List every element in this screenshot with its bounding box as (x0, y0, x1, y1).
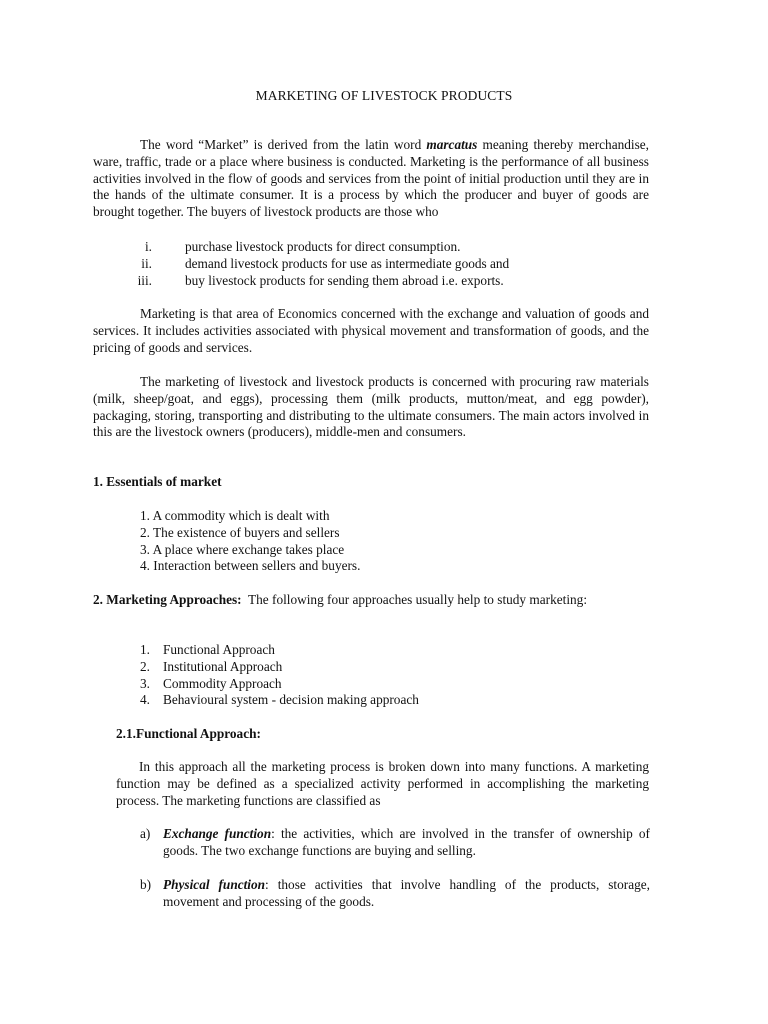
function-item-label: a) (140, 826, 151, 841)
list-item-text: Functional Approach (163, 642, 275, 657)
essentials-list (140, 508, 360, 575)
approaches-lead: The following four approaches usually help to study marketing: (241, 592, 588, 607)
approaches-list (140, 642, 540, 709)
function-item-text: : those activities that involve handling of the products, storage, movement and processing of the goods. (163, 877, 650, 909)
list-item (130, 273, 650, 290)
approaches-paragraph (93, 592, 649, 609)
list-item (140, 692, 540, 709)
function-item-text: : the activities, which are involved in the transfer of ownership of goods. The two exchange functions are buying and selling. (163, 826, 650, 858)
functional-approach-paragraph: In this approach all the marketing process is broken down into many functions. A marketing function may be defined as a specialized activity performed in accomplishing the marketing process. The marketing functions are classified as (116, 759, 649, 808)
list-item-text: buy livestock products for sending them abroad i.e. exports. (185, 272, 504, 288)
list-item-text: Behavioural system - decision making approach (163, 692, 419, 708)
livestock-marketing-paragraph: The marketing of livestock and livestock products is concerned with procuring raw materials (milk, sheep/goat, and eggs), processing them (milk products, mutton/meat, and egg powder), packaging, storing, transporting and distributing to the ultimate consumers. The main actors involved in this are the livestock owners (producers), middle-men and consumers. (93, 374, 649, 440)
intro-text-start: The word “Market” is derived from the latin word (140, 137, 427, 152)
list-item-number: 4. (140, 692, 150, 708)
list-item-number: 3. (140, 675, 150, 691)
list-item-number: ii. (141, 255, 152, 271)
list-item (140, 659, 540, 676)
list-item: 3. A place where exchange takes place (140, 541, 345, 557)
buyers-list (130, 239, 650, 289)
function-item-physical (140, 877, 650, 911)
function-item-label: b) (140, 877, 152, 892)
function-item-term: Physical function (163, 877, 266, 892)
functional-approach-heading: 2.1.Functional Approach: (116, 726, 261, 741)
function-item-term: Exchange function (163, 826, 272, 841)
function-item-body (163, 877, 650, 911)
list-item: 1. A commodity which is dealt with (140, 508, 330, 523)
list-item-number: 1. (140, 642, 150, 657)
approaches-heading: 2. Marketing Approaches: (93, 592, 242, 607)
list-item: 2. The existence of buyers and sellers (140, 524, 340, 540)
list-item (140, 642, 540, 659)
essentials-heading: 1. Essentials of market (93, 474, 222, 489)
list-item: 4. Interaction between sellers and buyers. (140, 558, 361, 574)
list-item-text: purchase livestock products for direct consumption. (185, 239, 461, 254)
marketing-definition-paragraph: Marketing is that area of Economics concerned with the exchange and valuation of goods and services. It includes activities associated with physical movement and transformation of goods, and the pricing of goods and services. (93, 306, 649, 355)
list-item-text: Institutional Approach (163, 658, 283, 674)
intro-paragraph (93, 137, 649, 221)
term-marcatus: marcatus (426, 137, 478, 152)
function-item-exchange (140, 826, 650, 860)
list-item (130, 239, 650, 256)
list-item-number: i. (144, 239, 152, 254)
list-item (130, 256, 650, 273)
function-item-body (163, 826, 650, 860)
list-item-text: demand livestock products for use as intermediate goods and (185, 255, 510, 271)
list-item-number: iii. (137, 272, 152, 288)
page-title: MARKETING OF LIVESTOCK PRODUCTS (255, 88, 513, 103)
list-item (140, 676, 540, 693)
list-item-number: 2. (140, 658, 150, 674)
list-item-text: Commodity Approach (163, 675, 282, 691)
intro-text-end: meaning thereby merchandise, ware, traffic, trade or a place where business is conducted. Marketing is the performance of all business activities involved in the flow of goods and services from the point of initial production until they are in the hands of the ultimate consumer. It is a process by which the producer and buyer of goods are brought together. The buyers of livestock products are those who (93, 137, 649, 220)
